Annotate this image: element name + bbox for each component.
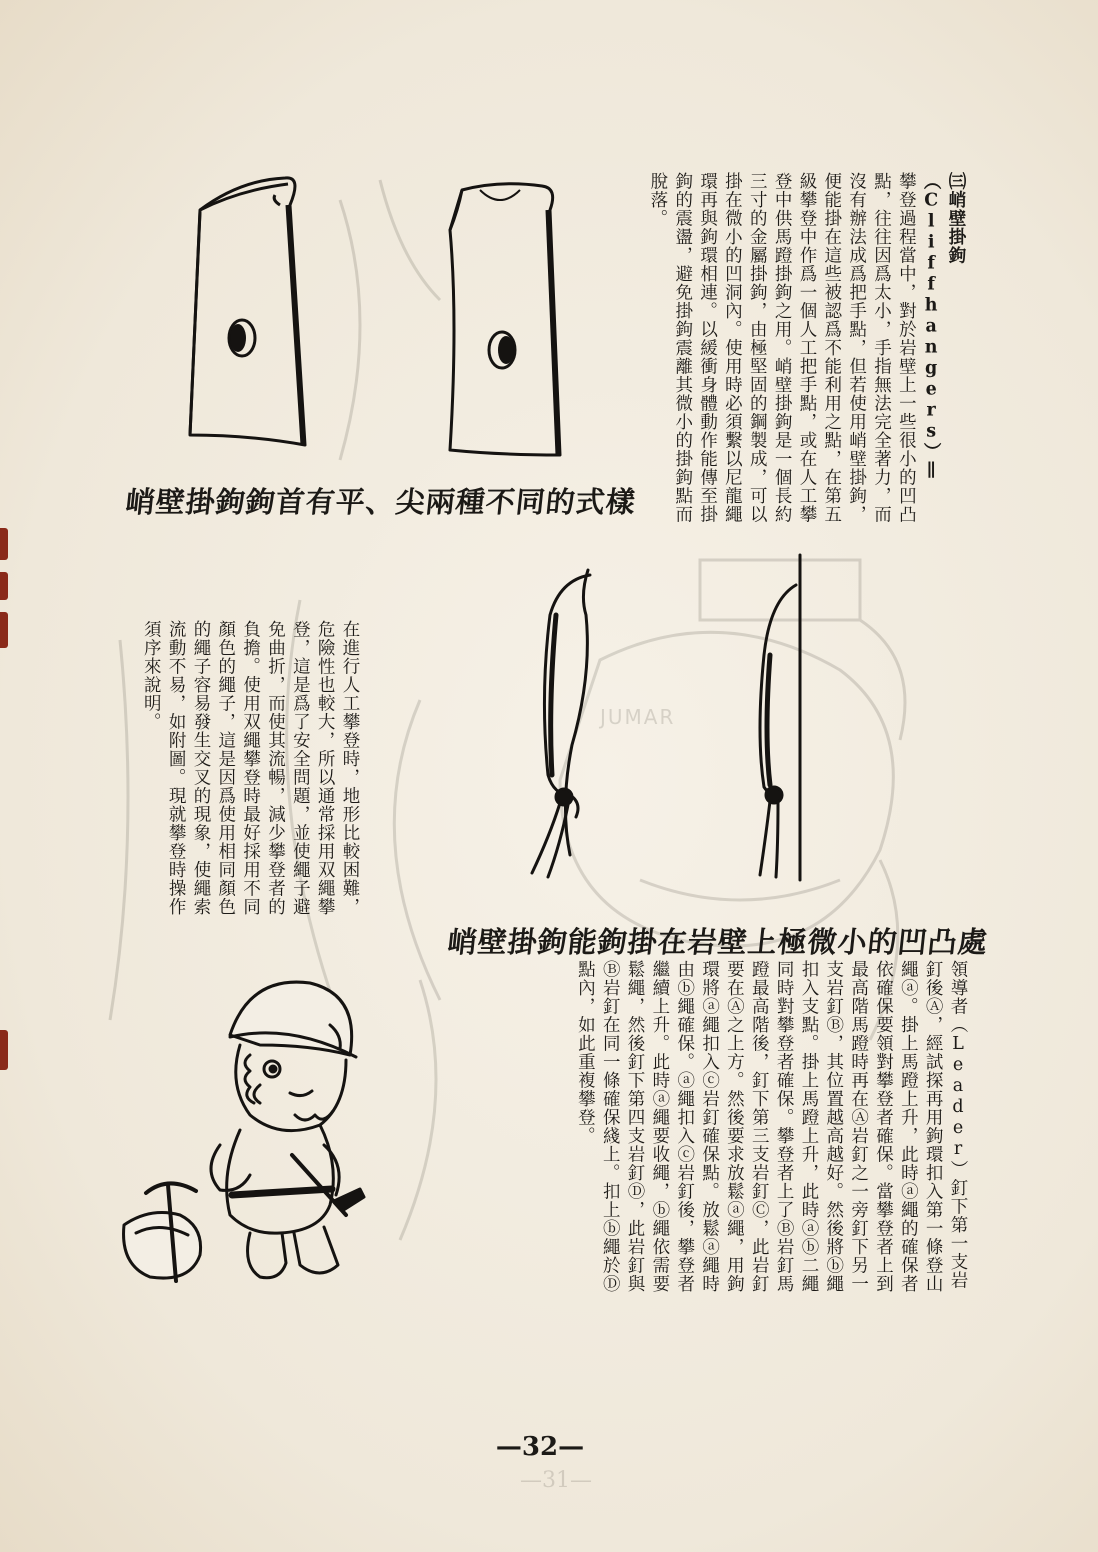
procedure-body: 領導者（Leader）釘下第一支岩釘後Ⓐ，經試探再用鉤環扣入第一條登山繩ⓐ。掛上馬蹬上升，此時ⓐ繩的確保者依確保要領對攀登者確保。當攀登者上到最高階馬蹬時再在Ⓐ岩釘之一旁釘下另一支岩釘Ⓑ，其位置越高越好。然後將ⓑ繩扣入支點。掛上馬蹬上升，此時ⓐⓑ二繩同時對攀登者確保。攀登者上了Ⓑ岩釘馬蹬最高階後，釘下第三支岩釘Ⓒ，此岩釘要在Ⓐ之上方。然後要求放鬆ⓐ繩，用鉤環將ⓐ繩扣入ⓒ岩釘確保點。放鬆ⓐ繩時由ⓑ繩確保。ⓐ繩扣入ⓒ岩釘後，攀登者繼續上升。此時ⓐ繩要收繩，ⓑ繩依需要鬆繩，然後釘下第四支岩釘Ⓓ，此岩釘與Ⓑ岩釘在同一條確保綫上。扣上ⓑ繩於Ⓓ點內，如此重複攀登。 [575,960,968,1293]
bleed-through-page-number: —31— [520,1468,592,1493]
section-text-cliffhangers [648,172,968,532]
section-title: ㈢峭壁掛鉤（Cliffhangers）∥ [921,172,966,482]
double-rope-body: 在進行人工攀登時，地形比較困難，危險性也較大，所以通常採用双繩攀登，這是爲了安全問題，並使繩子避免曲折，而使其流暢，減少攀登者的負擔。使用双繩攀登時最好採用不同顏色的繩子，這是因爲使用相同顏色的繩子容易發生交叉的現象，使繩索流動不易，如附圖。現就攀登時操作須序來說明。 [141,620,360,916]
bleed-through-label: JUMAR [600,705,676,729]
cartoon-climber-icon [110,965,390,1285]
cliffhanger-pointed-hook-icon [440,170,590,470]
caption-hook-shapes: 峭壁掛鉤鉤首有平、尖兩種不同的式樣 [124,485,638,519]
caption-hook-on-rock: 峭壁掛鉤能鉤掛在岩壁上極微小的凹凸處 [446,925,990,959]
double-rope-text [112,620,362,930]
page-number: —32— [495,1432,585,1462]
procedure-text [500,960,970,1300]
cliffhanger-flat-hook-icon [180,160,340,460]
section-body: 攀登過程當中，對於岩壁上一些很小的凹凸點，往往因爲太小，手指無法完全著力，而沒有辦法成爲把手點，但若使用峭壁掛鉤，便能掛在這些被認爲不能利用之點，在第五級攀登中作爲一個人工把手點，或在人工攀登中供馬蹬掛鉤之用。峭壁掛鉤是一個長約三寸的金屬掛鉤，由極堅固的鋼製成，可以掛在微小的凹洞內。使用時必須繫以尼龍繩環再與鉤環相連。以緩衝身體動作能傳至掛鉤的震盪，避免掛鉤震離其微小的掛鉤點而脫落。 [648,172,917,524]
hook-on-rock-icon [520,555,800,885]
